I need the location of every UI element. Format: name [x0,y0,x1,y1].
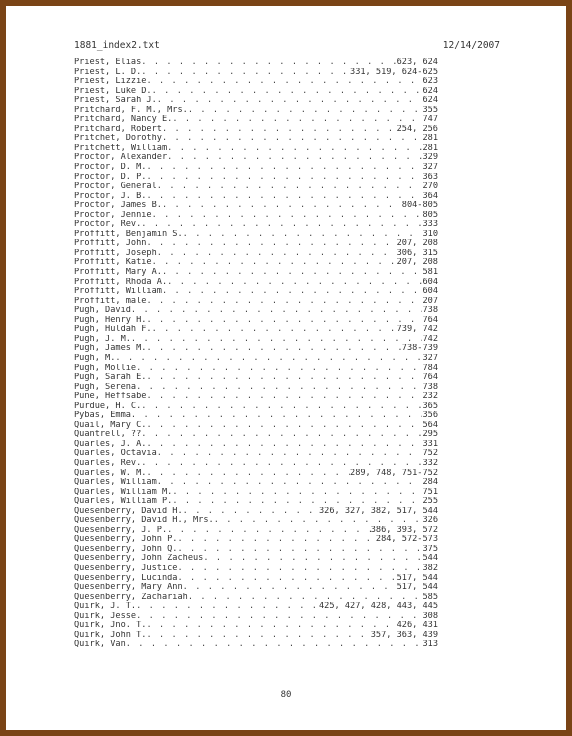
dot-leader [152,211,423,221]
dot-leader [183,230,423,240]
dot-leader [146,631,370,641]
dot-leader [146,421,422,431]
dot-leader [152,87,423,97]
index-entry [74,373,438,383]
entry-pages: 284, 572-573 [375,535,438,545]
entry-name: Proffitt, Katie [74,258,152,268]
entry-name: Pugh, Sarah E. [74,373,147,383]
entry-pages: 624 [422,96,438,106]
entry-name: Proctor, Rev. [74,220,142,230]
entry-name: Pugh, Serena [74,382,137,392]
entry-name: Quirk, John T. [74,630,147,640]
entry-name: Proffitt, Rhoda A. [74,277,168,287]
index-entry [74,469,438,479]
entry-name: Quesenberry, Lucinda [74,573,178,583]
dot-leader [146,344,401,354]
entry-name: Proctor, Alexander [74,153,168,163]
entry-name: Pugh, Huldah F. [74,325,152,335]
entry-pages: 738 [422,306,438,316]
index-entry [74,58,438,68]
dot-leader [131,306,423,316]
entry-pages: 313 [422,640,438,650]
entry-name: Quantrell, ?? [74,430,142,440]
dot-leader [152,258,397,268]
index-entry [74,507,438,517]
index-entry [74,153,438,163]
dot-leader [141,68,350,78]
index-entry [74,564,438,574]
index-entry [74,612,438,622]
entry-pages: 207, 208 [396,258,438,268]
index-entry [74,411,438,421]
dot-leader [172,497,422,507]
dot-leader [162,201,402,211]
index-entry [74,115,438,125]
entry-pages: 517, 544 [396,583,438,593]
entry-name: Quarles, Rev. [74,458,142,468]
entry-pages: 281 [422,143,438,153]
entry-pages: 425, 427, 428, 443, 445 [319,602,438,612]
entry-pages: 207, 208 [396,239,438,249]
index-entry [74,449,438,459]
entry-pages: 326, 327, 382, 517, 544 [319,506,438,516]
entry-name: Priest, Sarah J. [74,96,157,106]
file-name: 1881_index2.txt [74,40,160,51]
entry-pages: 310 [422,229,438,239]
dot-leader [177,545,422,555]
print-date: 12/14/2007 [442,40,500,51]
dot-leader [141,459,422,469]
index-entry [74,440,438,450]
dot-leader [188,106,423,116]
entry-pages: 357, 363, 439 [370,630,438,640]
entry-name: Pritchard, Nancy E. [74,115,173,125]
dot-leader [177,535,375,545]
index-list [74,58,438,650]
index-entry [74,383,438,393]
dot-leader [188,593,423,603]
dot-leader [214,516,423,526]
index-entry [74,173,438,183]
entry-pages: 585 [422,592,438,602]
dot-leader [167,153,422,163]
entry-name: Proctor, J. B. [74,191,147,201]
dot-leader [157,478,423,488]
dot-leader [177,574,396,584]
entry-name: Proctor, Jennie [74,210,152,220]
dot-leader [146,392,422,402]
entry-name: Quesenberry, Mary Ann [74,583,183,593]
entry-pages: 742 [422,334,438,344]
entry-name: Quesenberry, John P. [74,535,178,545]
entry-pages: 254, 256 [396,124,438,134]
entry-pages: 564 [422,420,438,430]
index-entry [74,68,438,78]
entry-name: Quesenberry, John Q. [74,544,178,554]
entry-name: Priest, L. D. [74,67,142,77]
dot-leader [183,507,319,517]
entry-pages: 363 [422,172,438,182]
entry-pages: 333 [422,220,438,230]
index-entry [74,574,438,584]
index-entry [74,335,438,345]
entry-pages: 623, 624 [396,58,438,67]
entry-name: Pugh, M. [74,353,116,363]
entry-name: Quesenberry, J. P. [74,525,168,535]
dot-leader [162,287,423,297]
entry-pages: 544 [422,554,438,564]
entry-pages: 426, 431 [396,621,438,631]
entry-name: Quirk, Jesse [74,611,137,621]
entry-pages: 623 [422,77,438,87]
index-entry [74,497,438,507]
dot-leader [152,325,397,335]
entry-name: Pritchard, F. M., Mrs. [74,105,188,115]
entry-pages: 386, 393, 572 [370,525,438,535]
entry-name: Pugh, Henry H. [74,315,147,325]
entry-name: Quarles, Octavia [74,449,157,459]
dot-leader [172,115,422,125]
entry-name: Pune, Heffsabe [74,392,147,402]
dot-leader [157,96,423,106]
index-entry [74,306,438,316]
entry-pages: 355 [422,105,438,115]
index-entry [74,297,438,307]
entry-name: Quesenberry, David H. [74,506,183,516]
entry-name: Proctor, James B. [74,201,162,211]
index-entry [74,602,438,612]
index-entry [74,182,438,192]
entry-pages: 365 [422,401,438,411]
entry-name: Proffitt, Mary A. [74,268,162,278]
dot-leader [126,640,423,650]
index-entry [74,516,438,526]
entry-pages: 764 [422,373,438,383]
entry-name: Quesenberry, Zachariah [74,592,188,602]
dot-leader [167,526,371,536]
dot-leader [136,364,422,374]
index-entry [74,134,438,144]
index-entry [74,144,438,154]
entry-pages: 327 [422,163,438,173]
index-entry [74,392,438,402]
entry-pages: 306, 315 [396,248,438,258]
dot-leader [146,440,422,450]
dot-leader [136,612,422,622]
entry-name: Proffitt, Joseph [74,248,157,258]
entry-pages: 581 [422,268,438,278]
index-entry [74,125,438,135]
index-entry [74,268,438,278]
entry-pages: 738-739 [401,344,438,354]
entry-name: Priest, Elias [74,58,142,67]
entry-pages: 308 [422,611,438,621]
index-entry [74,316,438,326]
entry-pages: 751 [422,487,438,497]
entry-name: Priest, Lizzie [74,77,147,87]
entry-pages: 739, 742 [396,325,438,335]
entry-name: Pritchard, Robert [74,124,162,134]
dot-leader [141,220,422,230]
entry-name: Pybas, Emma [74,411,131,421]
entry-pages: 364 [422,191,438,201]
dot-leader [115,354,422,364]
dot-leader [157,182,423,192]
entry-pages: 804-805 [401,201,438,211]
entry-name: Quirk, Van [74,640,126,650]
entry-pages: 289, 748, 751-752 [350,468,438,478]
entry-pages: 604 [422,277,438,287]
index-entry [74,258,438,268]
dot-leader [146,373,422,383]
dot-leader [146,469,350,479]
dot-leader [136,383,422,393]
entry-pages: 356 [422,411,438,421]
entry-name: Proctor, D. P. [74,172,147,182]
entry-pages: 332 [422,458,438,468]
entry-name: Pugh, David [74,306,131,316]
entry-name: Pritchet, Dorothy [74,134,162,144]
entry-pages: 331 [422,439,438,449]
index-entry [74,364,438,374]
entry-pages: 375 [422,544,438,554]
entry-name: Quarles, William M. [74,487,173,497]
index-entry [74,201,438,211]
entry-name: Proffitt, John [74,239,147,249]
entry-name: Proffitt, male [74,296,147,306]
entry-pages: 327 [422,353,438,363]
entry-pages: 747 [422,115,438,125]
entry-pages: 517, 544 [396,573,438,583]
dot-leader [183,583,397,593]
entry-pages: 764 [422,315,438,325]
dot-leader [157,249,397,259]
index-entry [74,535,438,545]
entry-name: Quesenberry, John Zacheus [74,554,204,564]
entry-name: Quarles, William [74,478,157,488]
dot-leader [136,602,319,612]
index-entry [74,287,438,297]
entry-pages: 281 [422,134,438,144]
entry-pages: 624 [422,86,438,96]
dot-leader [146,173,422,183]
entry-pages: 752 [422,449,438,459]
index-entry [74,106,438,116]
entry-name: Purdue, H. C. [74,401,142,411]
dot-leader [146,621,396,631]
entry-name: Proffitt, Benjamin S. [74,229,183,239]
dot-leader [162,268,423,278]
index-entry [74,459,438,469]
entry-pages: 207 [422,296,438,306]
index-entry [74,220,438,230]
entry-pages: 270 [422,182,438,192]
entry-pages: 604 [422,287,438,297]
index-entry [74,96,438,106]
dot-leader [167,144,422,154]
dot-leader [167,278,422,288]
index-entry [74,421,438,431]
index-entry [74,631,438,641]
index-entry [74,163,438,173]
dot-leader [146,163,422,173]
dot-leader [162,125,397,135]
document-page [6,6,566,730]
entry-pages: 295 [422,430,438,440]
dot-leader [146,316,422,326]
entry-name: Pugh, James M. [74,344,147,354]
entry-name: Quesenberry, Justice [74,563,178,573]
index-entry [74,239,438,249]
index-entry [74,478,438,488]
entry-pages: 232 [422,392,438,402]
dot-leader [146,192,422,202]
entry-name: Proffitt, William [74,287,162,297]
dot-leader [141,402,422,412]
index-entry [74,640,438,650]
index-entry [74,593,438,603]
index-entry [74,488,438,498]
index-entry [74,526,438,536]
entry-name: Quail, Mary C. [74,420,147,430]
entry-name: Quesenberry, David H., Mrs. [74,516,214,526]
entry-pages: 805 [422,210,438,220]
index-entry [74,354,438,364]
dot-leader [162,134,423,144]
index-entry [74,77,438,87]
dot-leader [146,297,422,307]
index-entry [74,87,438,97]
entry-name: Quirk, J. T. [74,602,137,612]
entry-pages: 738 [422,382,438,392]
entry-pages: 784 [422,363,438,373]
index-entry [74,583,438,593]
entry-name: Priest, Luke D. [74,86,152,96]
dot-leader [157,449,423,459]
entry-pages: 329 [422,153,438,163]
index-entry [74,325,438,335]
index-entry [74,249,438,259]
entry-name: Quarles, William P. [74,497,173,507]
entry-name: Quarles, W. M. [74,468,147,478]
entry-name: Quirk, Jno. T. [74,621,147,631]
dot-leader [146,239,396,249]
dot-leader [172,488,422,498]
index-entry [74,554,438,564]
entry-pages: 255 [422,497,438,507]
page-number: 80 [280,690,292,700]
dot-leader [131,411,423,421]
dot-leader [131,335,423,345]
index-entry [74,192,438,202]
dot-leader [141,430,422,440]
index-entry [74,211,438,221]
entry-name: Proctor, General [74,182,157,192]
index-entry [74,278,438,288]
index-entry [74,402,438,412]
dot-leader [177,564,422,574]
entry-pages: 382 [422,563,438,573]
index-entry [74,430,438,440]
index-entry [74,545,438,555]
index-entry [74,621,438,631]
entry-name: Proctor, D. M. [74,163,147,173]
dot-leader [203,554,422,564]
index-entry [74,230,438,240]
entry-name: Pugh, J. M. [74,334,131,344]
entry-pages: 284 [422,478,438,488]
dot-leader [141,58,396,68]
entry-pages: 326 [422,516,438,526]
entry-name: Quarles, J. A. [74,439,147,449]
entry-pages: 331, 519, 624-625 [350,67,438,77]
index-entry [74,344,438,354]
entry-name: Pritchett, William [74,143,168,153]
dot-leader [146,77,422,87]
entry-name: Pugh, Mollie [74,363,137,373]
